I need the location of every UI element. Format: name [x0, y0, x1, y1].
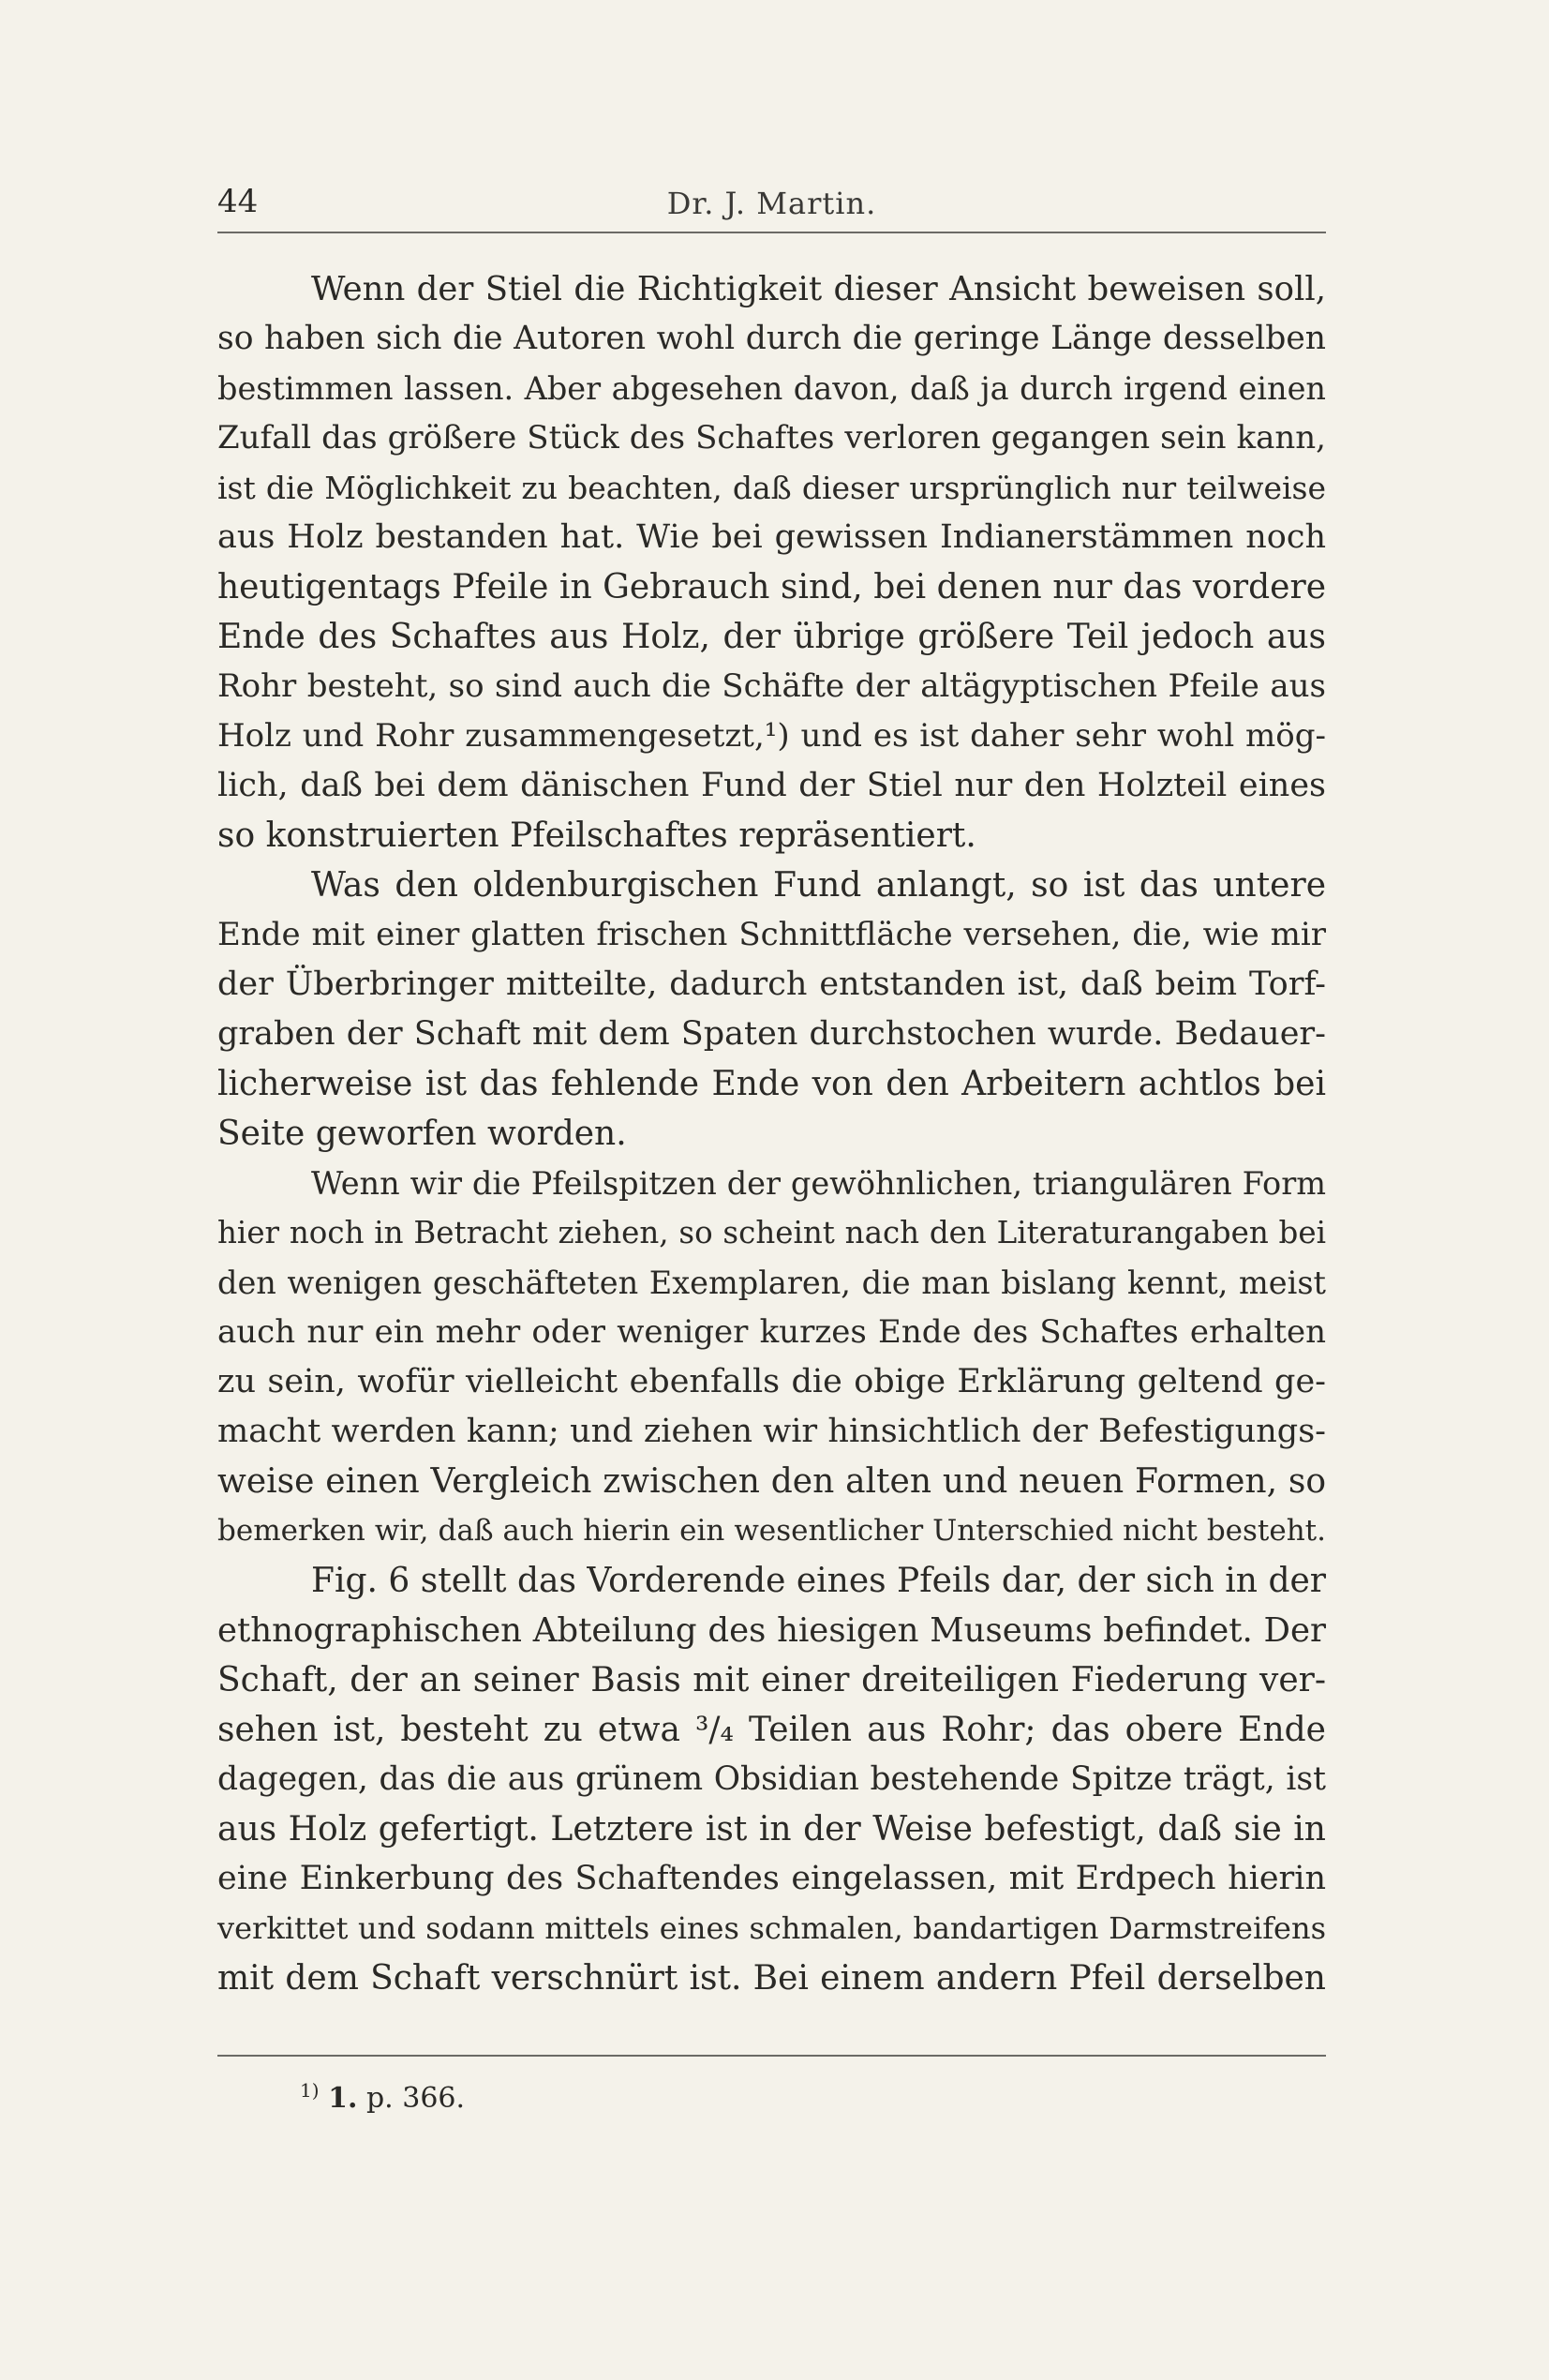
text-line: eine Einkerbung des Schaftendes eingelassen, mit Erdpech hierin — [217, 1860, 1326, 1897]
page-header — [217, 183, 1326, 230]
text-line: bestimmen lassen. Aber abgesehen davon, daß ja durch irgend einen — [217, 370, 1326, 407]
text-line: dagegen, das die aus grünem Obsidian bestehende Spitze trägt, ist — [217, 1760, 1326, 1798]
footnote-ref: 1. — [328, 2082, 358, 2115]
text-line: auch nur ein mehr oder weniger kurzes Ende des Schaftes erhalten — [217, 1313, 1326, 1351]
paragraph-4 — [217, 1556, 1326, 2003]
text-line: der Überbringer mitteilte, dadurch entstanden ist, daß beim Torf- — [217, 965, 1326, 1003]
text-line: Wenn der Stiel die Richtigkeit dieser Ansicht beweisen soll, — [311, 270, 1326, 308]
text-line: lich, daß bei dem dänischen Fund der Stiel nur den Holzteil eines — [217, 767, 1326, 804]
text-line: hier noch in Betracht ziehen, so scheint nach den Literaturangaben bei — [217, 1215, 1326, 1250]
footnote — [300, 2072, 465, 2118]
text-line: mit dem Schaft verschnürt ist. Bei einem andern Pfeil derselben — [217, 1959, 1326, 1998]
text-line: weise einen Vergleich zwischen den alten und neuen Formen, so — [217, 1462, 1326, 1501]
text-line: licherweise ist das fehlende Ende von den Arbeitern achtlos bei — [217, 1065, 1326, 1103]
text-line: Wenn wir die Pfeilspitzen der gewöhnlichen, triangulären Form — [311, 1165, 1326, 1202]
text-line: ist die Möglichkeit zu beachten, daß dieser ursprünglich nur teilweise — [217, 470, 1326, 506]
text-line: Holz und Rohr zusammengesetzt,¹) und es ist daher sehr wohl mög- — [217, 717, 1326, 755]
text-line: zu sein, wofür vielleicht ebenfalls die obige Erklärung geltend ge- — [217, 1363, 1326, 1400]
text-line: so konstruierten Pfeilschaftes repräsentiert. — [217, 816, 976, 855]
text-line: heutigentags Pfeile in Gebrauch sind, bei denen nur das vordere — [217, 568, 1326, 606]
footnote-text: p. 366. — [365, 2082, 466, 2115]
body-text — [217, 264, 1326, 2003]
text-line: so haben sich die Autoren wohl durch die geringe Länge desselben — [217, 320, 1326, 357]
text-line: bemerken wir, daß auch hierin ein wesentlicher Unterschied nicht besteht. — [217, 1514, 1326, 1548]
footnote-rule — [217, 2055, 1326, 2057]
text-line: Schaft, der an seiner Basis mit einer dreiteiligen Fiederung ver- — [217, 1661, 1326, 1699]
paragraph-1 — [217, 264, 1326, 861]
running-head: Dr. J. Martin. — [666, 186, 877, 221]
text-line: Rohr besteht, so sind auch die Schäfte der altägyptischen Pfeile aus — [217, 667, 1326, 705]
page-number: 44 — [217, 183, 259, 220]
paragraph-3 — [217, 1159, 1326, 1556]
text-line: aus Holz gefertigt. Letztere ist in der Weise befestigt, daß sie in — [217, 1810, 1326, 1849]
text-line: Ende des Schaftes aus Holz, der übrige größere Teil jedoch aus — [217, 618, 1326, 656]
text-line: Was den oldenburgischen Fund anlangt, so ist das untere — [311, 866, 1326, 905]
text-line: aus Holz bestanden hat. Wie bei gewissen Indianerstämmen noch — [217, 518, 1326, 556]
text-line: macht werden kann; und ziehen wir hinsichtlich der Befestigungs- — [217, 1413, 1326, 1450]
text-line: Seite geworfen worden. — [217, 1115, 627, 1153]
text-line: graben der Schaft mit dem Spaten durchstochen wurde. Bedauer- — [217, 1015, 1326, 1053]
text-line: ethnographischen Abteilung des hiesigen Museums befindet. Der — [217, 1611, 1326, 1650]
text-line: Zufall das größere Stück des Schaftes verloren gegangen sein kann, — [217, 419, 1326, 457]
text-line: Fig. 6 stellt das Vorderende eines Pfeils dar, der sich in der — [311, 1562, 1326, 1600]
text-line: verkittet und sodann mittels eines schmalen, bandartigen Darmstreifens — [217, 1910, 1326, 1946]
text-line: sehen ist, besteht zu etwa ³/₄ Teilen aus Rohr; das obere Ende — [217, 1711, 1326, 1749]
text-line: Ende mit einer glatten frischen Schnittfläche versehen, die, wie mir — [217, 916, 1326, 953]
header-rule — [217, 232, 1326, 233]
footnote-marker: 1) — [300, 2079, 320, 2102]
paragraph-2 — [217, 861, 1326, 1159]
text-line: den wenigen geschäfteten Exemplaren, die man bislang kennt, meist — [217, 1265, 1326, 1301]
